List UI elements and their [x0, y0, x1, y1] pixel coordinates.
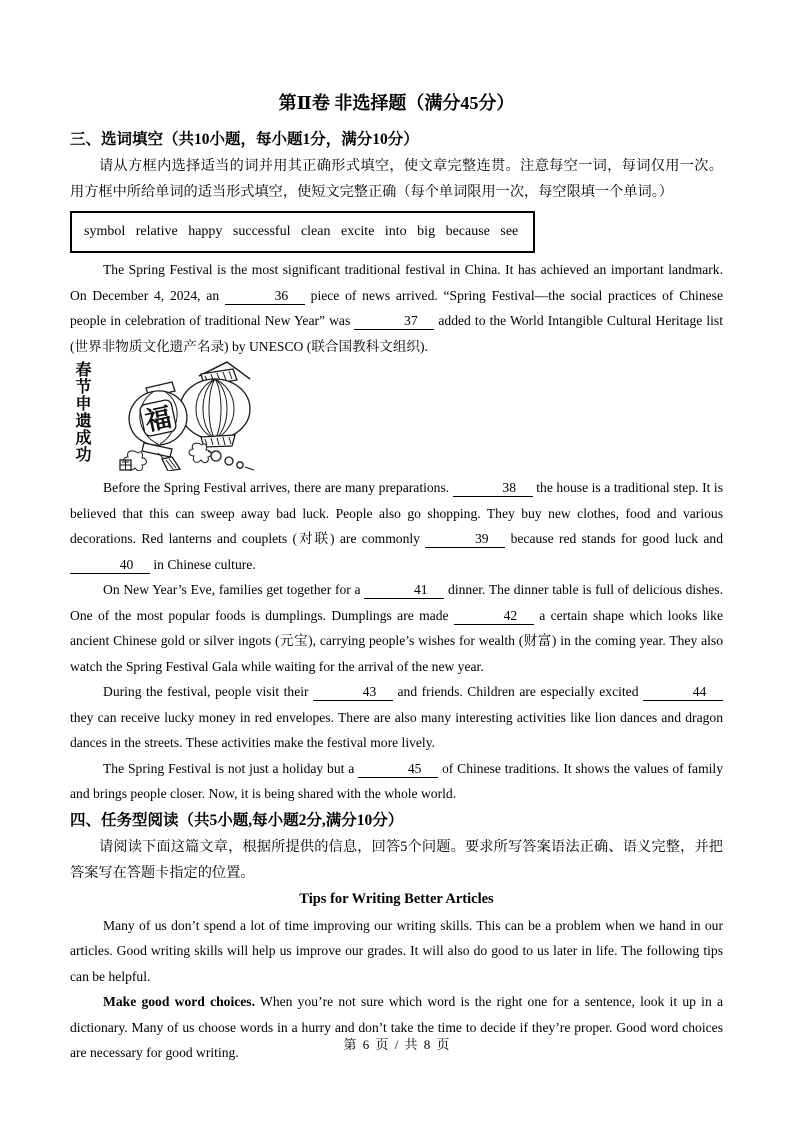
bead — [225, 457, 233, 465]
bold-lead: Make good word choices. — [103, 994, 255, 1009]
text-run: The Spring Festival is not just a holiday but a — [103, 760, 359, 776]
text-run: piece of news arrived. “Spring Festival—the social practices of Chinese people in celebration of traditional New Year” was — [70, 287, 723, 328]
blank-38: 38 — [453, 479, 533, 497]
text-run: During the festival, people visit their — [103, 684, 314, 699]
bead — [237, 462, 243, 468]
section-three-heading: 三、选词填空（共10小题，每小题1分，满分10分） — [70, 131, 419, 148]
text-run: Many of us don’t spend a lot of time improving our writing skills. This can be a problem when we hand in our articles. Good writing skills will help us improve our grades. It will also do good to us later in life. The following tips can be helpful. — [70, 917, 723, 984]
text-run: because red stands for good luck and — [505, 531, 723, 546]
article-title: Tips for Writing Better Articles — [299, 890, 494, 907]
bead — [211, 451, 221, 461]
blank-40: 40 — [70, 556, 150, 574]
word-box — [70, 211, 535, 253]
section-four-heading: 四、任务型阅读（共5小题,每小题2分,满分10分） — [70, 811, 404, 829]
text-run: Before the Spring Festival arrives, there are many preparations. — [103, 480, 453, 495]
paragraph — [70, 577, 723, 679]
text-run: The Spring Festival is the most significant traditional festival in China. It has achieved an important landmark. On December 4, 2024, an — [70, 262, 723, 303]
section-three-instructions: 请从方框内选择适当的词并用其正确形式填空，使文章完整连贯。注意每空一词，每词仅用一次。用方框中所给单词的适当形式填空，使短文完整正确（每个单词限用一次，每空限填一个单词。） — [70, 158, 723, 200]
spring-festival-figure — [70, 361, 723, 471]
figure-vertical-caption: 春节申遗成功 — [73, 361, 90, 463]
text-run: a certain shape which looks like ancient Chinese gold or silver ingots (元宝), carrying people’s wishes for wealth (财富) in the coming year. They also watch the Spring Festival Gala while waiting for the arrival of the new year. — [70, 607, 723, 674]
passage-rest — [70, 475, 723, 807]
paragraph — [70, 989, 723, 1066]
text-run: and friends. Children are especially excited — [393, 684, 643, 699]
paragraph — [70, 913, 723, 990]
text-run: they can receive lucky money in red envelopes. There are also many interesting activities like lion dances and dragon dances in the streets. These activities make the festival more lively. — [70, 709, 723, 750]
text-run: of Chinese traditions. It shows the values of family and brings people closer. Now, it is being shared with the whole world. — [70, 760, 723, 801]
doc-title: 第Ⅱ卷 非选择题（满分45分） — [278, 93, 515, 113]
blank-42: 42 — [454, 607, 534, 625]
text-run: in Chinese culture. — [150, 556, 256, 572]
blank-36: 36 — [225, 287, 305, 305]
blank-41: 41 — [364, 581, 444, 599]
text-run: the house is a traditional step. It is believed that this can sweep away bad luck. People also go shopping. They buy new clothes, food and various decorations. Red lanterns and couplets (对联) are commonly — [70, 480, 723, 546]
lantern-body — [180, 379, 250, 439]
paragraph — [70, 756, 723, 807]
text-run: added to the World Intangible Cultural Heritage list (世界非物质文化遗产名录) by UNESCO (联合国教科文组织). — [70, 313, 723, 354]
text-run: When you’re not sure which word is the right one for a sentence, look it up in a dictionary. Many of us choose words in a hurry and don’t take the time to decide if they’re proper. Good word choices are necessary for good writing. — [70, 994, 723, 1060]
lantern-illustration — [98, 361, 266, 471]
lantern-fu-character: 福 — [142, 401, 175, 437]
blank-37: 37 — [354, 312, 434, 330]
section-four-instructions: 请阅读下面这篇文章，根据所提供的信息，回答5个问题。要求所写答案语法正确、语义完整，并把答案写在答题卡指定的位置。 — [70, 838, 723, 881]
blank-45: 45 — [358, 760, 438, 778]
paragraph — [70, 679, 723, 756]
paragraph — [70, 475, 723, 577]
page-footer: 第 6 页 / 共 8 页 — [343, 1037, 450, 1052]
text-run: dinner. The dinner table is full of delicious dishes. One of the most popular foods is dumplings. Dumplings are made — [70, 582, 723, 623]
passage-intro — [70, 257, 723, 359]
blank-44: 44 — [643, 683, 723, 701]
paragraph — [70, 257, 723, 359]
text-run: On New Year’s Eve, families get together for a — [103, 582, 365, 597]
blank-43: 43 — [313, 683, 393, 701]
word-box-text: symbol relative happy successful clean excite into big because see — [84, 224, 519, 239]
blank-39: 39 — [425, 530, 505, 548]
tassel — [162, 457, 180, 471]
